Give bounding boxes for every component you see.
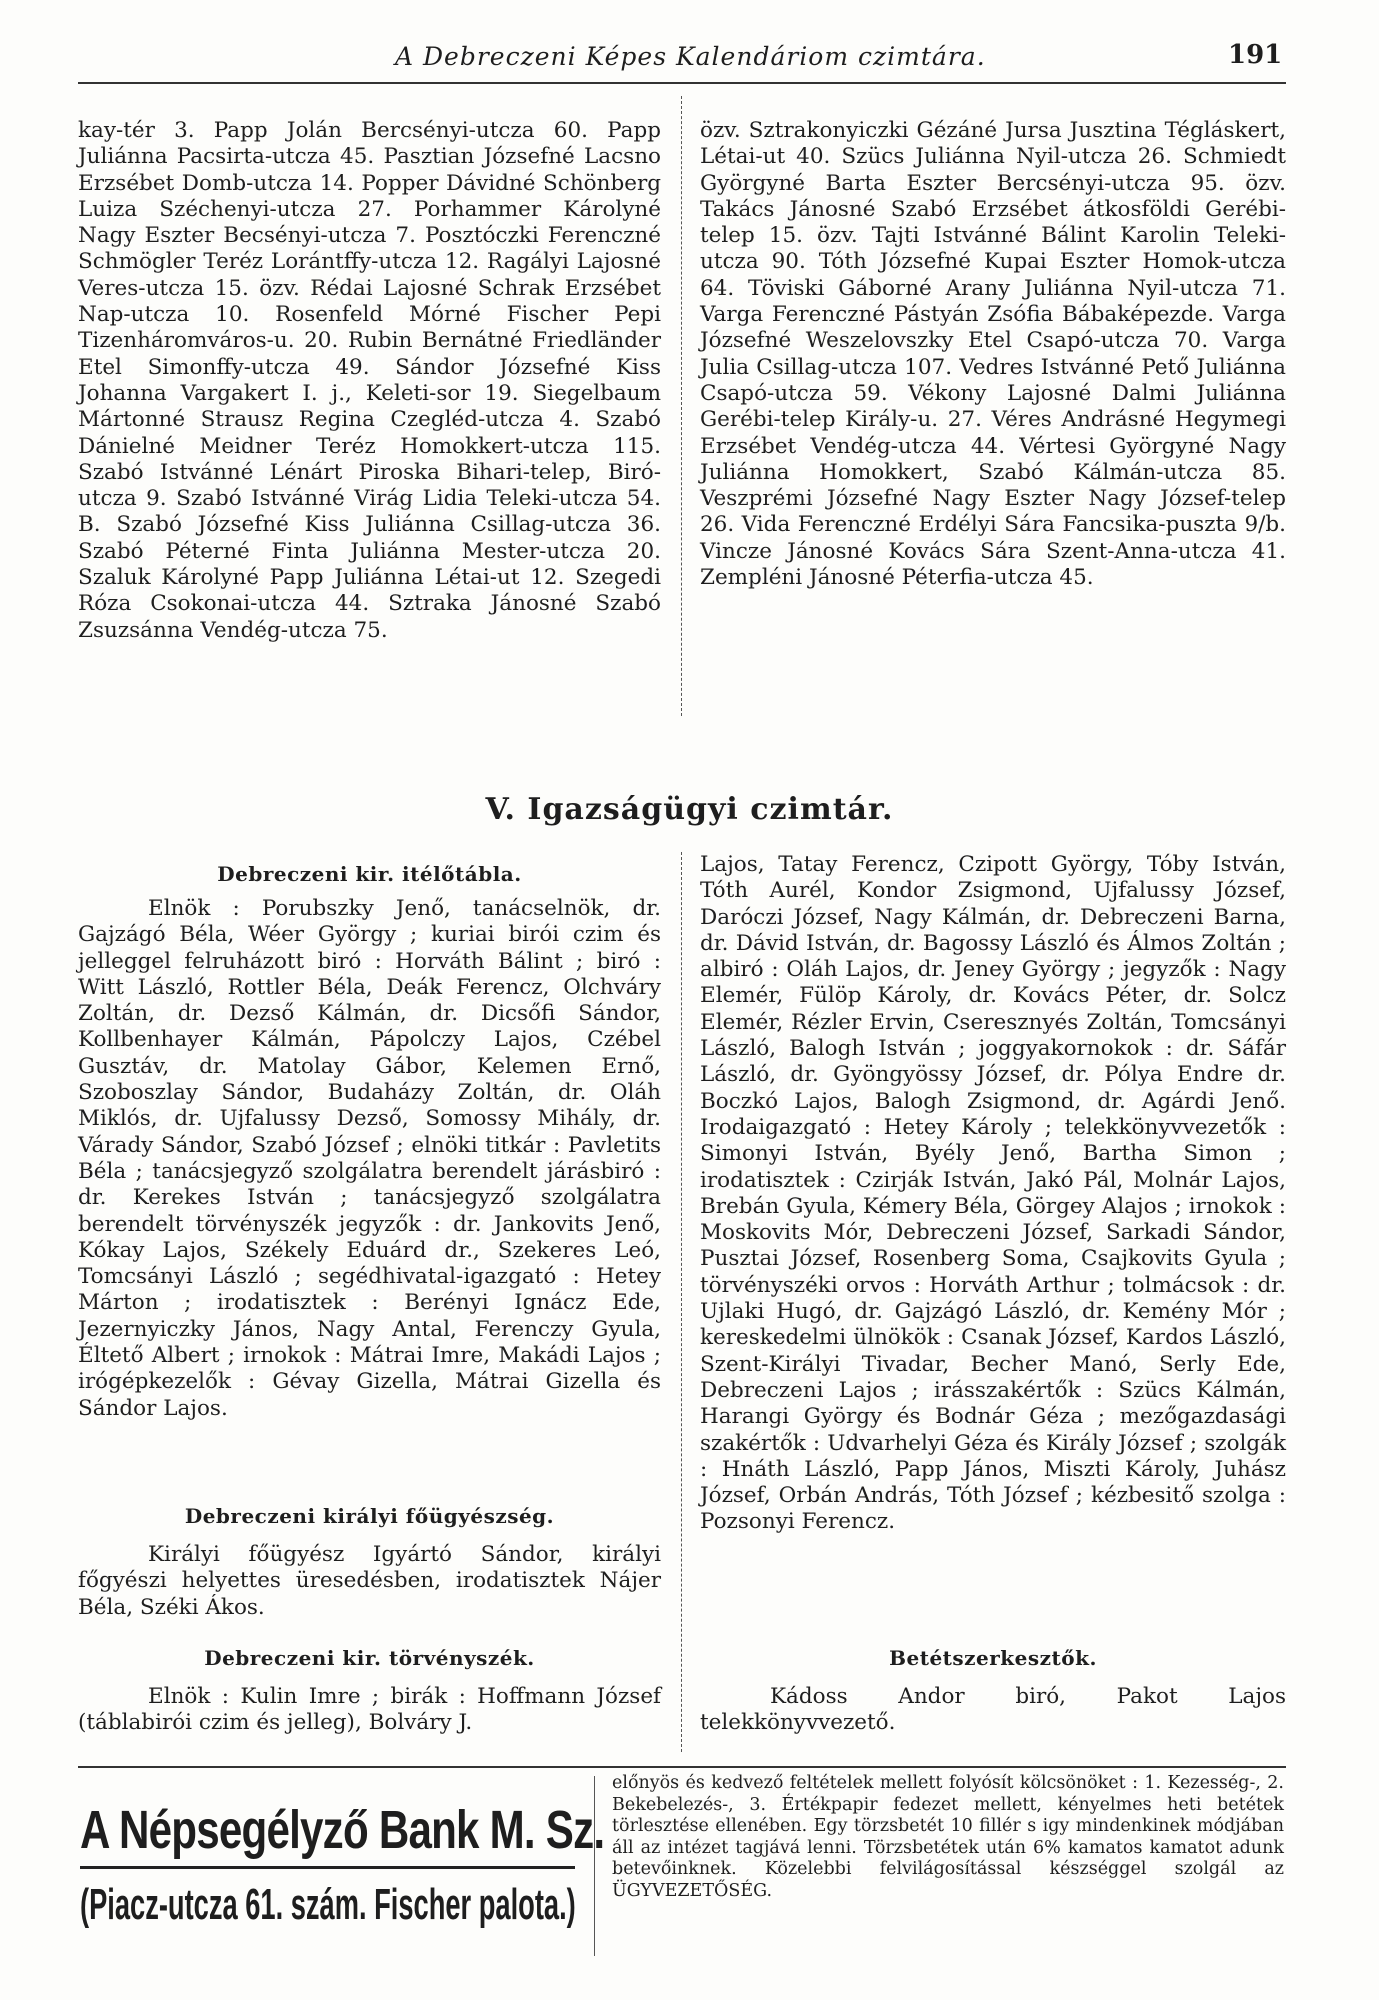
column-divider-top <box>681 96 682 716</box>
column-divider-bottom <box>681 852 682 1752</box>
fougyeszseg-heading: Debreczeni királyi főügyészség. <box>184 1504 555 1528</box>
advertisement-top-rule <box>78 1766 1286 1768</box>
itelotabla-heading: Debreczeni kir. itélőtábla. <box>217 862 522 886</box>
page-number: 191 <box>1228 40 1283 70</box>
itelotabla-text: Elnök : Porubszky Jenő, tanácselnök, dr. Gajzágó Béla, Wéer György ; kuriai birói czim és jelleggel felruházott biró : Horváth Bálint ; biró : Witt László, Rottler Béla, Deák Ferencz, Olchváry Zoltán, dr. Dezső Kálmán, dr. Dicsőfi Sándor, Kollbenhayer Kálmán, Pápolczy Lajos, Czébel Gusztáv, dr. Matolay Gábor, Kelemen Ernő, Szoboszlay Sándor, Budaházy Zoltán, dr. Oláh Miklós, dr. Ujfalussy Dezső, Somossy Mihály, dr. Várady Sándor, Szabó József ; elnöki titkár : Pavletits Béla ; tanácsjegyző szolgálatra berendelt járásbiró : dr. Kerekes István ; tanácsjegyző szolgálatra berendelt törvényszék jegyzők : dr. Jankovits Jenő, Kókay Lajos, Székely Eduárd dr., Szekeres Leó, Tomcsányi László ; segédhivatal-igazgató : Hetey Márton ; irodatisztek : Berényi Ignácz Ede, Jezernyiczky János, Nagy Antal, Ferenczy Gyula, Éltető Albert ; irnokok : Mátrai Imre, Makádi Lajos ; irógépkezelők : Gévay Gizella, Mátrai Gizella és Sándor Lajos. <box>78 896 661 1421</box>
torvenyszek-continuation-text: Lajos, Tatay Ferencz, Czipott György, Tóby István, Tóth Aurél, Kondor Zsigmond, Ujfalussy József, Daróczi József, Nagy Kálmán, dr. Debreczeni Barna, dr. Dávid István, dr. Bagossy László és Álmos Zoltán ; albiró : Oláh Lajos, dr. Jeney György ; jegyzők : Nagy Elemér, Fülöp Károly, dr. Kovács Péter, dr. Solcz Elemér, Rézler Ervin, Cseresznyés Zoltán, Tomcsányi László, Balogh István ; joggyakornokok : dr. Sáfár László, dr. Gyöngyössy József, dr. Pólya Endre dr. Boczkó Lajos, Balogh Zsigmond, dr. Agárdi Jenő. Irodaigazgató : Hetey Károly ; telekkönyvvezetők : Simonyi István, Byély Jenő, Bartha Simon ; irodatisztek : Czirják István, Jakó Pál, Molnár Lajos, Brebán Gyula, Kémery Béla, Görgey Alajos ; irnokok : Moskovits Mór, Debreczeni József, Sarkadi Sándor, Pusztai József, Rosenberg Soma, Csajkovits Gyula ; törvényszéki orvos : Horváth Arthur ; tolmácsok : dr. Ujlaki Hugó, dr. Gajzágó László, dr. Kemény Mór ; kereskedelmi ülnökök : Csanak József, Kardos László, Szent-Királyi Tivadar, Becher Manó, Serly Ede, Debreczeni Lajos ; irásszakértők : Szücs Kálmán, Harangi György és Bodnár Géza ; mezőgazdasági szakértők : Udvarhelyi Géza és Király József ; szolgák : Hnáth László, Papp János, Miszti Károly, Juhász József, Orbán András, Tóth József ; kézbesitő szolga : Pozsonyi Ferencz. <box>700 852 1286 1535</box>
advertisement-bank-underline <box>80 1866 575 1869</box>
advertisement-bank-name: A Népsegélyző Bank M. Sz. <box>80 1800 605 1860</box>
betetszerkesztok-heading: Betétszerkesztők. <box>889 1646 1097 1670</box>
torvenyszek-heading: Debreczeni kir. törvényszék. <box>204 1646 535 1670</box>
torvenyszek-text: Elnök : Kulin Imre ; birák : Hoffmann József (táblabirói czim és jelleg), Bolváry J. <box>78 1684 661 1736</box>
fougyeszseg-text: Királyi főügyész Igyártó Sándor, királyi főgyészi helyettes üresedésben, irodatisztek Nájer Béla, Széki Ákos. <box>78 1542 661 1620</box>
betetszerkesztok-text: Kádoss Andor biró, Pakot Lajos telekkönyvvezető. <box>700 1684 1286 1736</box>
address-list-left-column: kay-tér 3. Papp Jolán Bercsényi-utcza 60. Papp Juliánna Pacsirta-utcza 45. Pasztian Józsefné Lacsno Erzsébet Domb-utcza 14. Popper Dávidné Schönberg Luiza Széchenyi-utcza 27. Porhammer Károlyné Nagy Eszter Becsényi-utcza 7. Posztóczki Ferenczné Schmögler Teréz Lorántffy-utcza 12. Ragályi Lajosné Veres-utcza 15. özv. Rédai Lajosné Schrak Erzsébet Nap-utcza 10. Rosenfeld Mórné Fischer Pepi Tizenháromváros-u. 20. Rubin Bernátné Friedländer Etel Simonffy-utcza 49. Sándor Józsefné Kiss Johanna Vargakert I. j., Keleti-sor 19. Siegelbaum Mártonné Strausz Regina Czegléd-utcza 4. Szabó Dánielné Meidner Teréz Homokkert-utcza 115. Szabó Istvánné Lénárt Piroska Bihari-telep, Biró-utcza 9. Szabó Istvánné Virág Lidia Teleki-utcza 54. B. Szabó Józsefné Kiss Juliánna Csillag-utcza 36. Szabó Péterné Finta Juliánna Mester-utcza 20. Szaluk Károlyné Papp Juliánna Létai-ut 12. Szegedi Róza Csokonai-utcza 44. Sztraka Jánosné Szabó Zsuzsánna Vendég-utcza 75. <box>78 118 661 643</box>
running-title: A Debreczeni Képes Kalendáriom czimtára. <box>395 42 986 71</box>
advertisement-address: (Piacz-utcza 61. szám. Fischer palota.) <box>80 1880 576 1929</box>
advertisement-text: előnyös és kedvező feltételek mellett folyósít kölcsönöket : 1. Kezesség-, 2. Bekebelezés-, 3. Értékpapir fedezet mellett, kényelmes heti betétek törlesztése ellenében. Egy törzsbetét 10 fillér s igy mindenkinek módjában áll az intézet tagjává lenni. Törzsbetétek után 6% kamatos kamatot adunk betevőinknek. Közelebbi felvilágosítással készséggel szolgál az ÜGYVEZETŐSÉG. <box>612 1773 1284 1901</box>
advertisement-divider <box>594 1776 595 1956</box>
section-title: V. Igazságügyi czimtár. <box>485 792 894 827</box>
header-rule <box>78 82 1286 84</box>
address-list-right-column: özv. Sztrakonyiczki Gézáné Jursa Jusztina Tégláskert, Létai-ut 40. Szücs Juliánna Nyil-utcza 26. Schmiedt Györgyné Barta Eszter Bercsényi-utcza 95. özv. Takács Jánosné Szabó Erzsébet átkosföldi Gerébi-telep 15. özv. Tajti Istvánné Bálint Karolin Teleki-utcza 90. Tóth Józsefné Kupai Eszter Homok-utcza 64. Töviski Gáborné Arany Juliánna Nyil-utcza 71. Varga Ferenczné Pástyán Zsófia Bábaképezde. Varga Józsefné Weszelovszky Etel Csapó-utcza 70. Varga Julia Csillag-utcza 107. Vedres Istvánné Pető Juliánna Csapó-utcza 59. Vékony Lajosné Dalmi Juliánna Gerébi-telep Király-u. 27. Véres Andrásné Hegymegi Erzsébet Vendég-utcza 44. Vértesi Györgyné Nagy Juliánna Homokkert, Szabó Kálmán-utcza 85. Veszprémi Józsefné Nagy Eszter Nagy József-telep 26. Vida Ferenczné Erdélyi Sára Fancsika-puszta 9/b. Vincze Jánosné Kovács Sára Szent-Anna-utcza 41. Zempléni Jánosné Péterfia-utcza 45. <box>700 118 1286 591</box>
